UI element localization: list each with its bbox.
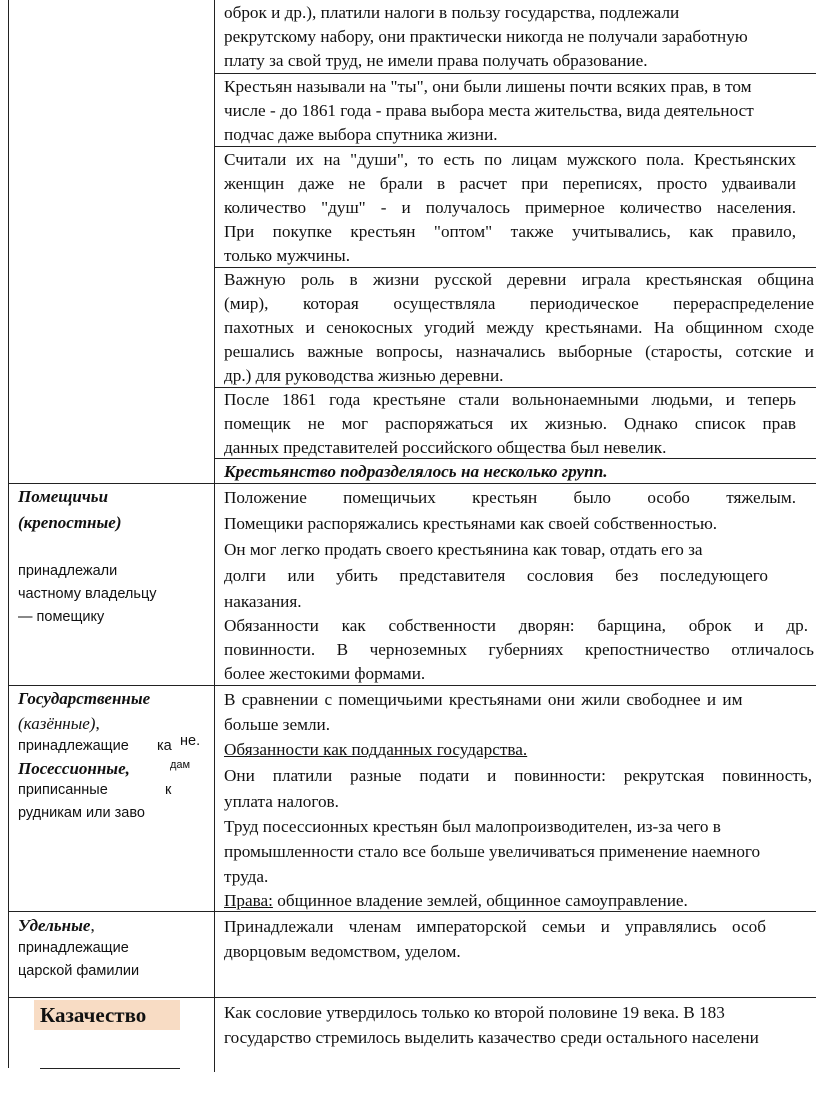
text-line: числе - до 1861 года - права выбора места жительства, вида деятельност <box>224 101 754 120</box>
comma: , <box>95 714 100 733</box>
rights-line <box>224 888 688 914</box>
group-title: Помещичьи <box>18 487 109 506</box>
group-desc: частному владельцу <box>18 586 157 602</box>
text-line: Положение помещичьих крестьян было особо тяжелым. <box>224 488 796 507</box>
text-line: больше земли. <box>224 715 331 734</box>
text-line: государство стремилось выделить казачество среди остального населени <box>224 1028 759 1047</box>
text-line: уплата налогов. <box>224 792 339 811</box>
text-line: Труд посессионных крестьян был малопроизводителен, из-за чего в <box>224 817 721 836</box>
group-subtitle-line <box>18 711 100 737</box>
group-title: Посессионные, <box>18 759 130 778</box>
rights-label: Права: <box>224 891 273 910</box>
text-line: плату за свой труд, не имели права получать образование. <box>224 51 648 70</box>
text-line: др.) для руководства жизнью деревни. <box>224 366 504 385</box>
text-line: Считали их на "души", то есть по лицам мужского пола. Крестьянских <box>224 150 796 169</box>
text-line: Они платили разные подати и повинности: рекрутская повинность, <box>224 766 812 785</box>
rights-text: общинное владение землей, общинное самоуправление. <box>272 891 688 910</box>
text-line: труда. <box>224 867 269 886</box>
text-line: После 1861 года крестьяне стали вольнонаемными людьми, и теперь <box>224 390 796 409</box>
group-desc: приписанные <box>18 782 108 798</box>
text-line: помещик не мог распоряжаться их жизнью. Однако список прав <box>224 414 796 433</box>
group-desc: принадлежали <box>18 563 118 579</box>
text-line: В сравнении с помещичьими крестьянами они жили свободнее и им <box>224 690 743 709</box>
overlap-fragment: не. <box>180 733 201 749</box>
group-subtitle: (казённые) <box>18 714 96 733</box>
text-line: повинности. В черноземных губерниях крепостничество отличалось <box>224 640 814 659</box>
text-line: рекрутскому набору, они практически никогда не получали заработную <box>224 27 748 46</box>
comma: , <box>90 916 95 935</box>
group-title: Удельные <box>18 916 91 935</box>
text-line: только мужчины. <box>224 246 351 265</box>
text-line: промышленности стало все больше увеличиваться применение наемного <box>224 842 761 861</box>
text-line: Обязанности как собственности дворян: барщина, оброк и др. <box>224 616 808 635</box>
text-line: количество "душ" - и получалось примерное количество населения. <box>224 198 796 217</box>
underline-blank <box>40 1068 180 1069</box>
text-line: Важную роль в жизни русской деревни играла крестьянская община <box>224 270 814 289</box>
text-line: подчас даже выбора спутника жизни. <box>224 125 498 144</box>
group-desc: принадлежащие <box>18 940 129 956</box>
row-line <box>214 73 816 74</box>
group-title: Казачество <box>40 1003 147 1027</box>
text-line: Крестьян называли на "ты", они были лишены почти всяких прав, в том <box>224 77 752 96</box>
text-line: пахотных и сенокосных угодий между крестьянами. На общинном сходе <box>224 318 814 337</box>
text-line: Принадлежали членам императорской семьи и управлялись особ <box>224 917 766 936</box>
group-title: Государственные <box>18 689 151 708</box>
group-desc: царской фамилии <box>18 963 140 979</box>
text-line: (мир), которая осуществляла периодическое перераспределение <box>224 294 814 313</box>
group-desc: принадлежащие <box>18 738 129 754</box>
text-line: При покупке крестьян "оптом" также учитывались, как правило, <box>224 222 796 241</box>
group-desc: — помещику <box>18 609 105 625</box>
text-line: более жестокими формами. <box>224 664 426 683</box>
text-line: долги или убить представителя сословия без последующего <box>224 566 768 585</box>
text-line: Как сословие утвердилось только ко второй половине 19 века. В 183 <box>224 1003 725 1022</box>
text-line: Он мог легко продать своего крестьянина как товар, отдать его за <box>224 540 703 559</box>
overlap-fragment: дам <box>170 759 191 771</box>
group-desc-fragment: к <box>165 782 172 798</box>
text-line: данных представителей российского общества был невелик. <box>224 438 667 457</box>
text-line: решались важные вопросы, назначались выборные (старосты, сотские и <box>224 342 814 361</box>
border-left <box>8 0 9 1068</box>
text-line: наказания. <box>224 592 302 611</box>
group-subtitle: (крепостные) <box>18 513 122 532</box>
text-line: Помещики распоряжались крестьянами как своей собственностью. <box>224 514 718 533</box>
groups-heading: Крестьянство подразделялось на несколько групп. <box>224 462 608 481</box>
group-desc: рудникам или заво <box>18 805 145 821</box>
text-line: женщин даже не брали в расчет при переписях, просто удваивали <box>224 174 796 193</box>
group-desc-fragment: ка <box>157 738 172 754</box>
text-line: дворцовым ведомством, уделом. <box>224 942 461 961</box>
row-line <box>8 997 816 998</box>
duties-heading: Обязанности как подданных государства. <box>224 740 528 759</box>
kazachestvo-label <box>34 1000 180 1030</box>
group-title-line <box>18 913 95 939</box>
text-line: оброк и др.), платили налоги в пользу государства, подлежали <box>224 3 680 22</box>
